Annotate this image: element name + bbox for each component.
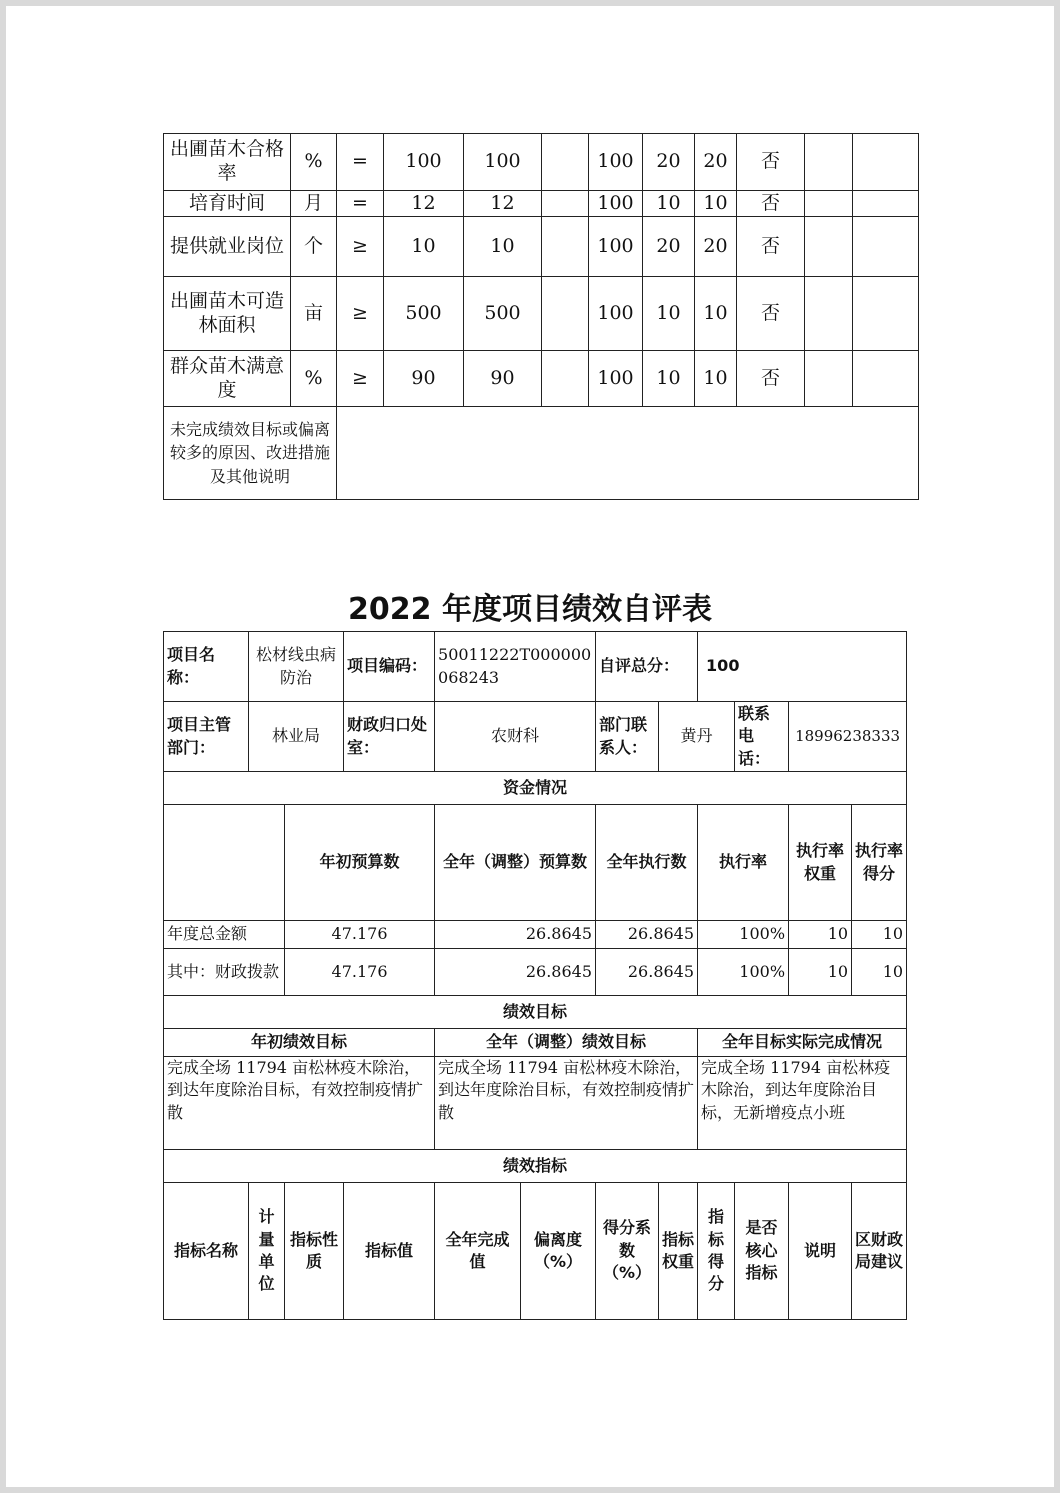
funds-header-adjusted: 全年（调整）预算数: [435, 805, 596, 921]
indicator-row: [164, 134, 919, 191]
indicator-header: 说明: [789, 1183, 852, 1320]
funds-header-executed: 全年执行数: [596, 805, 698, 921]
indicator-deviation: [542, 191, 589, 217]
indicator-advice: [853, 191, 919, 217]
goals-values-row: [164, 1057, 907, 1150]
indicator-actual: 10: [464, 217, 542, 277]
indicator-deviation: [542, 217, 589, 277]
project-name: 松材线虫病防治: [249, 632, 344, 702]
indicator-nature: ≥: [337, 277, 384, 351]
indicator-row: [164, 217, 919, 277]
funds-score: 10: [852, 921, 907, 949]
indicator-target: 10: [384, 217, 464, 277]
contact-label: 部门联系人：: [596, 702, 659, 772]
funds-initial: 47.176: [285, 921, 435, 949]
indicator-coef: 100: [589, 277, 643, 351]
indicator-actual: 100: [464, 134, 542, 191]
goal-header-actual: 全年目标实际完成情况: [698, 1029, 907, 1057]
indicator-coef: 100: [589, 191, 643, 217]
funds-score: 10: [852, 949, 907, 996]
indicator-score: 20: [695, 217, 737, 277]
project-code: 50011222T000000068243: [435, 632, 596, 702]
goal-actual: 完成全场 11794 亩松林疫木除治，到达年度除治目标，无新增疫点小班: [698, 1057, 907, 1150]
total-score-label: 自评总分：: [596, 632, 698, 702]
indicator-header: 区财政局建议: [852, 1183, 907, 1320]
funds-header-rate: 执行率: [698, 805, 789, 921]
funds-section-row: [164, 772, 907, 805]
funds-weight: 10: [789, 921, 852, 949]
indicator-name: 提供就业岗位: [164, 217, 291, 277]
indicator-weight: 20: [643, 134, 695, 191]
indicator-header: 指标名称: [164, 1183, 249, 1320]
funds-row-total: [164, 921, 907, 949]
total-score: 100: [698, 632, 907, 702]
funds-row-fiscal: [164, 949, 907, 996]
indicator-coef: 100: [589, 351, 643, 407]
indicator-unit: 个: [291, 217, 337, 277]
funds-row-label: 年度总金额: [164, 921, 285, 949]
indicator-core: 否: [737, 191, 805, 217]
indicator-header: 偏离度（%）: [521, 1183, 596, 1320]
indicator-nature: ≥: [337, 351, 384, 407]
indicator-nature: =: [337, 191, 384, 217]
indicator-header: 全年完成值: [435, 1183, 521, 1320]
indicator-name: 培育时间: [164, 191, 291, 217]
finance-office-label: 财政归口处室：: [344, 702, 435, 772]
form-title: 2022 年度项目绩效自评表: [348, 592, 712, 627]
indicator-unit: %: [291, 351, 337, 407]
phone-label: 联系电话：: [735, 702, 789, 772]
indicator-target: 12: [384, 191, 464, 217]
contact-value: 黄丹: [659, 702, 735, 772]
indicator-weight: 20: [643, 217, 695, 277]
indicator-nature: =: [337, 134, 384, 191]
indicator-core: 否: [737, 217, 805, 277]
indicator-row: [164, 351, 919, 407]
note-value: [337, 407, 919, 500]
indicator-score: 10: [695, 277, 737, 351]
note-row: [164, 407, 919, 500]
project-code-label: 项目编码：: [344, 632, 435, 702]
dept-label: 项目主管部门：: [164, 702, 249, 772]
indicator-coef: 100: [589, 134, 643, 191]
indicator-target: 500: [384, 277, 464, 351]
indicator-target: 100: [384, 134, 464, 191]
indicator-actual: 90: [464, 351, 542, 407]
indicator-weight: 10: [643, 351, 695, 407]
funds-header-blank: [164, 805, 285, 921]
indicator-header: 指标权重: [659, 1183, 698, 1320]
indicator-header: 指标得分: [698, 1183, 735, 1320]
funds-rate: 100%: [698, 949, 789, 996]
dept-value: 林业局: [249, 702, 344, 772]
funds-executed: 26.8645: [596, 921, 698, 949]
funds-header-score: 执行率得分: [852, 805, 907, 921]
finance-office-value: 农财科: [435, 702, 596, 772]
indicator-desc: [805, 217, 853, 277]
indicator-core: 否: [737, 277, 805, 351]
indicator-header: 计量单位: [249, 1183, 285, 1320]
funds-row-label: 其中：财政拨款: [164, 949, 285, 996]
indicator-deviation: [542, 351, 589, 407]
indicator-header: 指标值: [344, 1183, 435, 1320]
goals-header-row: [164, 1029, 907, 1057]
goal-adjusted: 完成全场 11794 亩松林疫木除治，到达年度除治目标，有效控制疫情扩散: [435, 1057, 698, 1150]
indicator-desc: [805, 277, 853, 351]
indicator-continuation-table: [163, 133, 919, 500]
indicator-nature: ≥: [337, 217, 384, 277]
document-page: [6, 6, 1054, 1487]
indicator-deviation: [542, 277, 589, 351]
performance-evaluation-form: [163, 631, 907, 1320]
indicator-target: 90: [384, 351, 464, 407]
indicator-row: [164, 277, 919, 351]
goal-header-adjusted: 全年（调整）绩效目标: [435, 1029, 698, 1057]
indicator-advice: [853, 351, 919, 407]
phone-value: 18996238333: [789, 702, 907, 772]
project-name-label: 项目名称：: [164, 632, 249, 702]
indicator-score: 10: [695, 191, 737, 217]
indicator-desc: [805, 134, 853, 191]
indicator-name: 群众苗木满意度: [164, 351, 291, 407]
indicator-weight: 10: [643, 277, 695, 351]
funds-rate: 100%: [698, 921, 789, 949]
funds-executed: 26.8645: [596, 949, 698, 996]
indicator-advice: [853, 277, 919, 351]
indicator-weight: 10: [643, 191, 695, 217]
indicator-actual: 500: [464, 277, 542, 351]
indicator-header: 是否核心指标: [735, 1183, 789, 1320]
funds-section-title: 资金情况: [164, 772, 907, 805]
indicator-desc: [805, 351, 853, 407]
project-row: [164, 632, 907, 702]
indicator-advice: [853, 217, 919, 277]
funds-header-initial: 年初预算数: [285, 805, 435, 921]
indicator-advice: [853, 134, 919, 191]
indicator-score: 20: [695, 134, 737, 191]
indicator-header: 得分系数（%）: [596, 1183, 659, 1320]
indicator-coef: 100: [589, 217, 643, 277]
funds-header-row: [164, 805, 907, 921]
note-label: 未完成绩效目标或偏离较多的原因、改进措施及其他说明: [164, 407, 337, 500]
goals-section-title: 绩效目标: [164, 996, 907, 1029]
indicator-row: [164, 191, 919, 217]
indicator-name: 出圃苗木合格率: [164, 134, 291, 191]
funds-adjusted: 26.8645: [435, 921, 596, 949]
funds-adjusted: 26.8645: [435, 949, 596, 996]
funds-header-weight: 执行率权重: [789, 805, 852, 921]
indicator-header: 指标性质: [285, 1183, 344, 1320]
indicator-core: 否: [737, 351, 805, 407]
indicators-section-title: 绩效指标: [164, 1150, 907, 1183]
goals-section-row: [164, 996, 907, 1029]
indicator-desc: [805, 191, 853, 217]
department-row: [164, 702, 907, 772]
indicator-core: 否: [737, 134, 805, 191]
indicator-unit: 亩: [291, 277, 337, 351]
indicator-name: 出圃苗木可造林面积: [164, 277, 291, 351]
indicator-actual: 12: [464, 191, 542, 217]
funds-weight: 10: [789, 949, 852, 996]
goal-initial: 完成全场 11794 亩松林疫木除治，到达年度除治目标，有效控制疫情扩散: [164, 1057, 435, 1150]
indicators-header-row: [164, 1183, 907, 1320]
indicator-deviation: [542, 134, 589, 191]
indicator-score: 10: [695, 351, 737, 407]
indicator-unit: %: [291, 134, 337, 191]
funds-initial: 47.176: [285, 949, 435, 996]
indicators-section-row: [164, 1150, 907, 1183]
goal-header-initial: 年初绩效目标: [164, 1029, 435, 1057]
indicator-unit: 月: [291, 191, 337, 217]
